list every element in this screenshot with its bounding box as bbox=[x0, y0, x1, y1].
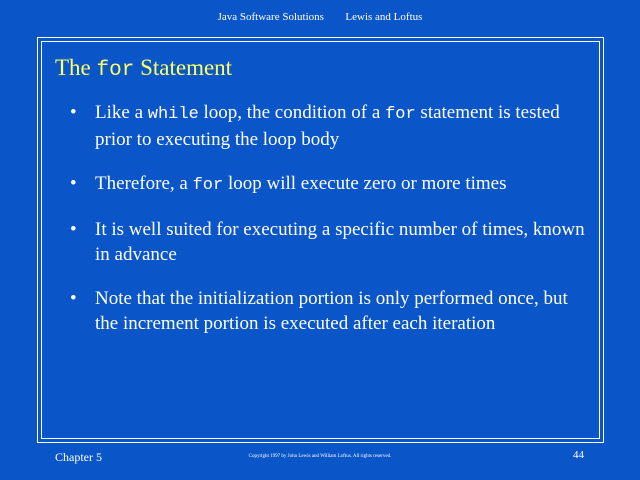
bullet-text: loop will execute zero or more times bbox=[223, 173, 507, 194]
bullet-text: Note that the initialization portion is only performed once, but the increment portion is executed after each iteration bbox=[95, 288, 568, 334]
bullet-code: for bbox=[192, 176, 224, 195]
bullet-dot-icon: • bbox=[70, 219, 77, 240]
slide-title bbox=[55, 55, 232, 82]
bullet-text: statement is tested prior to executing the loop body bbox=[95, 102, 560, 150]
bullet-dot-icon: • bbox=[70, 173, 77, 194]
bullet-code: while bbox=[147, 105, 199, 124]
title-code: for bbox=[96, 59, 135, 82]
bullet-text: Therefore, a bbox=[95, 173, 193, 194]
bullet-text: loop, the condition of a bbox=[198, 102, 386, 123]
title-text-before: The bbox=[55, 55, 97, 80]
bullet-item bbox=[70, 217, 590, 267]
bullet-item bbox=[70, 171, 590, 198]
copyright-notice: Copyright 1997 by John Lewis and William Loftus. All rights reserved. bbox=[248, 454, 392, 459]
bullet-text: It is well suited for executing a specific number of times, known in advance bbox=[95, 219, 585, 265]
chapter-label: Chapter 5 bbox=[55, 450, 102, 464]
authors: Lewis and Loftus bbox=[345, 11, 423, 23]
title-text-after: Statement bbox=[134, 55, 233, 80]
bullet-item bbox=[70, 100, 590, 152]
book-title: Java Software Solutions bbox=[217, 11, 324, 23]
bullet-dot-icon: • bbox=[70, 102, 77, 123]
slide-header bbox=[0, 11, 640, 23]
page-number: 44 bbox=[573, 449, 584, 461]
bullet-dot-icon: • bbox=[70, 288, 77, 309]
bullet-list bbox=[70, 100, 590, 355]
bullet-text: Like a bbox=[95, 102, 148, 123]
bullet-code: for bbox=[385, 105, 416, 124]
bullet-item bbox=[70, 286, 590, 336]
